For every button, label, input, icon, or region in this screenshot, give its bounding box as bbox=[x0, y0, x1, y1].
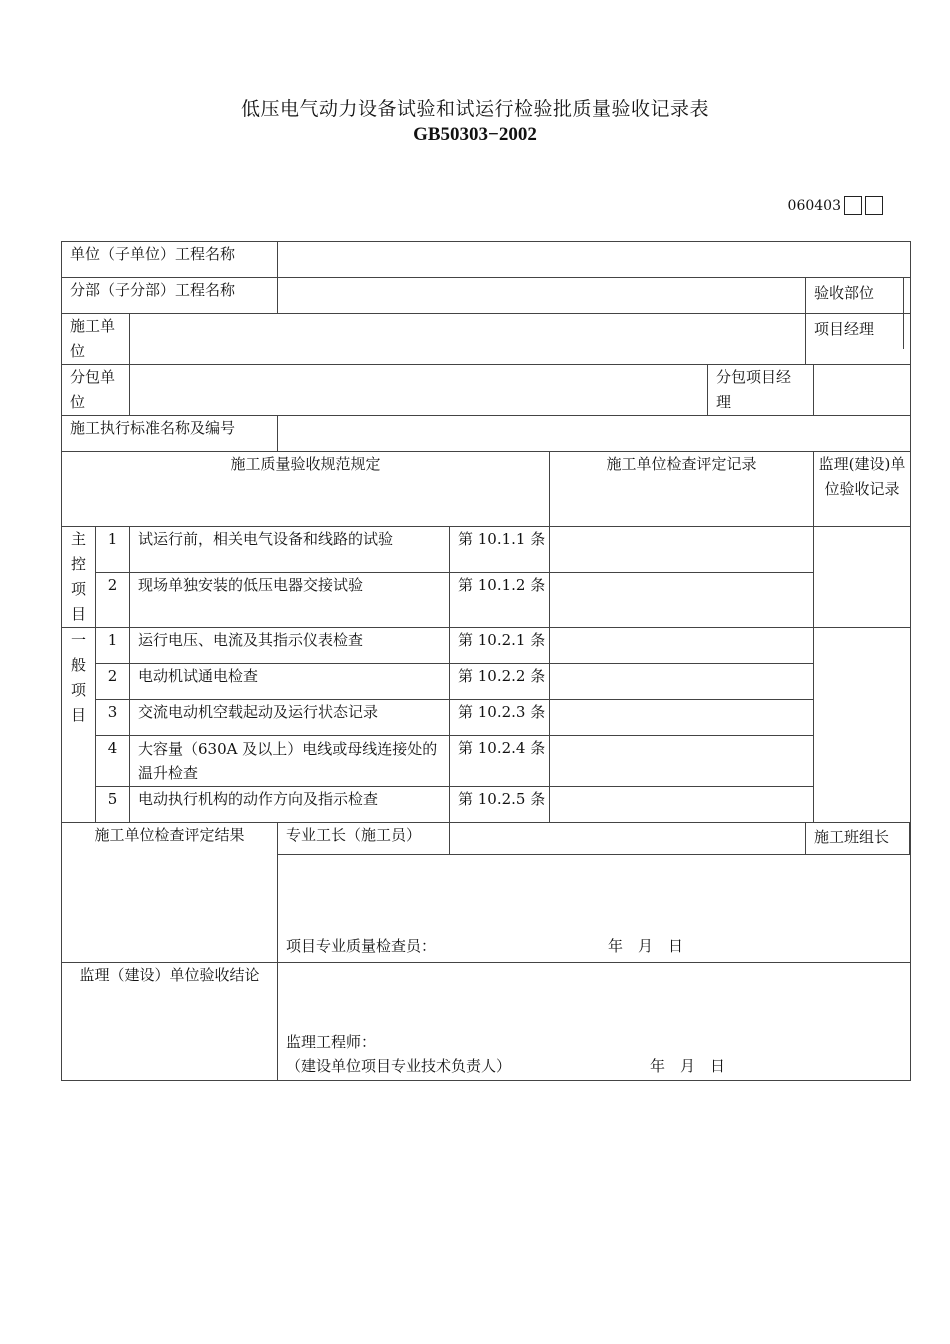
general-item-no: 4 bbox=[96, 736, 130, 787]
general-item-record[interactable] bbox=[550, 787, 814, 823]
main-item-no: 1 bbox=[96, 527, 130, 573]
acceptance-part-label-text: 验收部位 bbox=[806, 278, 904, 313]
subcontract-manager-label: 分包项目经理 bbox=[708, 365, 814, 416]
main-item-clause: 第 10.1.1 条 bbox=[450, 527, 550, 573]
main-item-record[interactable] bbox=[550, 527, 814, 573]
general-item-no: 5 bbox=[96, 787, 130, 823]
construction-unit-label: 施工单位 bbox=[62, 314, 130, 365]
general-item-clause: 第 10.2.5 条 bbox=[450, 787, 550, 823]
form-title: 低压电气动力设备试验和试运行检验批质量验收记录表 bbox=[240, 98, 709, 120]
general-items-char: 项 bbox=[70, 681, 86, 699]
general-item-text: 大容量（630A 及以上）电线或母线连接处的温升检查 bbox=[130, 736, 450, 787]
acceptance-part-value[interactable] bbox=[904, 278, 910, 313]
main-items-label bbox=[62, 527, 96, 628]
general-item-text: 电动机试通电检查 bbox=[130, 664, 450, 700]
main-items-char: 项 bbox=[70, 580, 86, 598]
general-item-record[interactable] bbox=[550, 628, 814, 664]
general-item-clause: 第 10.2.2 条 bbox=[450, 664, 550, 700]
subcontract-unit-value[interactable] bbox=[130, 365, 708, 416]
form-code bbox=[788, 196, 883, 215]
project-manager-cell bbox=[806, 314, 911, 365]
general-item-clause: 第 10.2.3 条 bbox=[450, 700, 550, 736]
code-box-1[interactable] bbox=[844, 196, 862, 215]
general-item-record[interactable] bbox=[550, 700, 814, 736]
conclusion-label: 监理（建设）单位验收结论 bbox=[62, 963, 278, 1081]
main-item-text: 试运行前，相关电气设备和线路的试验 bbox=[130, 527, 450, 573]
result-signature-area[interactable] bbox=[278, 855, 911, 963]
code-box-2[interactable] bbox=[865, 196, 883, 215]
general-item-no: 1 bbox=[96, 628, 130, 664]
general-items-char: 般 bbox=[70, 656, 86, 674]
main-item-clause: 第 10.1.2 条 bbox=[450, 573, 550, 628]
spec-column-header: 施工质量验收规范规定 bbox=[62, 452, 550, 527]
sub-project-value[interactable] bbox=[278, 278, 806, 314]
general-item-record[interactable] bbox=[550, 736, 814, 787]
main-items-char: 目 bbox=[70, 605, 86, 623]
main-items-supervisor-record[interactable] bbox=[814, 527, 911, 628]
inspection-record-table bbox=[61, 241, 911, 1081]
inspector-label: 项目专业质量检查员： bbox=[286, 937, 437, 955]
form-code-text: 060403 bbox=[787, 197, 841, 214]
owner-rep-label: （建设单位项目专业技术负责人） bbox=[286, 1057, 512, 1075]
foreman-label: 专业工长（施工员） bbox=[278, 823, 450, 855]
sub-project-label: 分部（子分部）工程名称 bbox=[62, 278, 278, 314]
team-leader-label: 施工班组长 bbox=[806, 823, 910, 854]
general-item-text: 运行电压、电流及其指示仪表检查 bbox=[130, 628, 450, 664]
general-items-char: 目 bbox=[70, 706, 86, 724]
project-manager-value[interactable] bbox=[904, 314, 910, 349]
general-item-record[interactable] bbox=[550, 664, 814, 700]
general-items-char: 一 bbox=[70, 631, 86, 649]
standard-name-label: 施工执行标准名称及编号 bbox=[62, 416, 278, 452]
main-item-record[interactable] bbox=[550, 573, 814, 628]
foreman-value[interactable] bbox=[450, 823, 806, 855]
result-date-label: 年 月 日 bbox=[608, 937, 684, 955]
supervisor-column-header: 监理(建设)单位验收记录 bbox=[814, 452, 911, 527]
acceptance-part-label-cell bbox=[806, 278, 911, 314]
main-item-text: 现场单独安装的低压电器交接试验 bbox=[130, 573, 450, 628]
project-manager-label: 项目经理 bbox=[806, 314, 904, 349]
standard-name-value[interactable] bbox=[278, 416, 911, 452]
unit-project-value[interactable] bbox=[278, 242, 911, 278]
general-item-no: 2 bbox=[96, 664, 130, 700]
general-items-label bbox=[62, 628, 96, 823]
conclusion-signature-area[interactable] bbox=[278, 963, 911, 1081]
general-item-clause: 第 10.2.1 条 bbox=[450, 628, 550, 664]
conclusion-date-label: 年 月 日 bbox=[650, 1057, 726, 1075]
team-leader-cell bbox=[806, 823, 911, 855]
main-items-char: 主 bbox=[70, 530, 86, 548]
engineer-label: 监理工程师： bbox=[286, 1033, 377, 1051]
general-item-text: 电动执行机构的动作方向及指示检查 bbox=[130, 787, 450, 823]
standard-code: GB50303−2002 bbox=[413, 124, 537, 145]
subcontract-unit-label: 分包单位 bbox=[62, 365, 130, 416]
main-items-char: 控 bbox=[70, 555, 86, 573]
general-item-clause: 第 10.2.4 条 bbox=[450, 736, 550, 787]
general-item-text: 交流电动机空载起动及运行状态记录 bbox=[130, 700, 450, 736]
record-column-header: 施工单位检查评定记录 bbox=[550, 452, 814, 527]
general-items-supervisor-record[interactable] bbox=[814, 628, 911, 823]
result-label: 施工单位检查评定结果 bbox=[62, 823, 278, 963]
subcontract-manager-value[interactable] bbox=[814, 365, 911, 416]
main-item-no: 2 bbox=[96, 573, 130, 628]
general-item-no: 3 bbox=[96, 700, 130, 736]
construction-unit-value[interactable] bbox=[130, 314, 806, 365]
unit-project-label: 单位（子单位）工程名称 bbox=[62, 242, 278, 278]
